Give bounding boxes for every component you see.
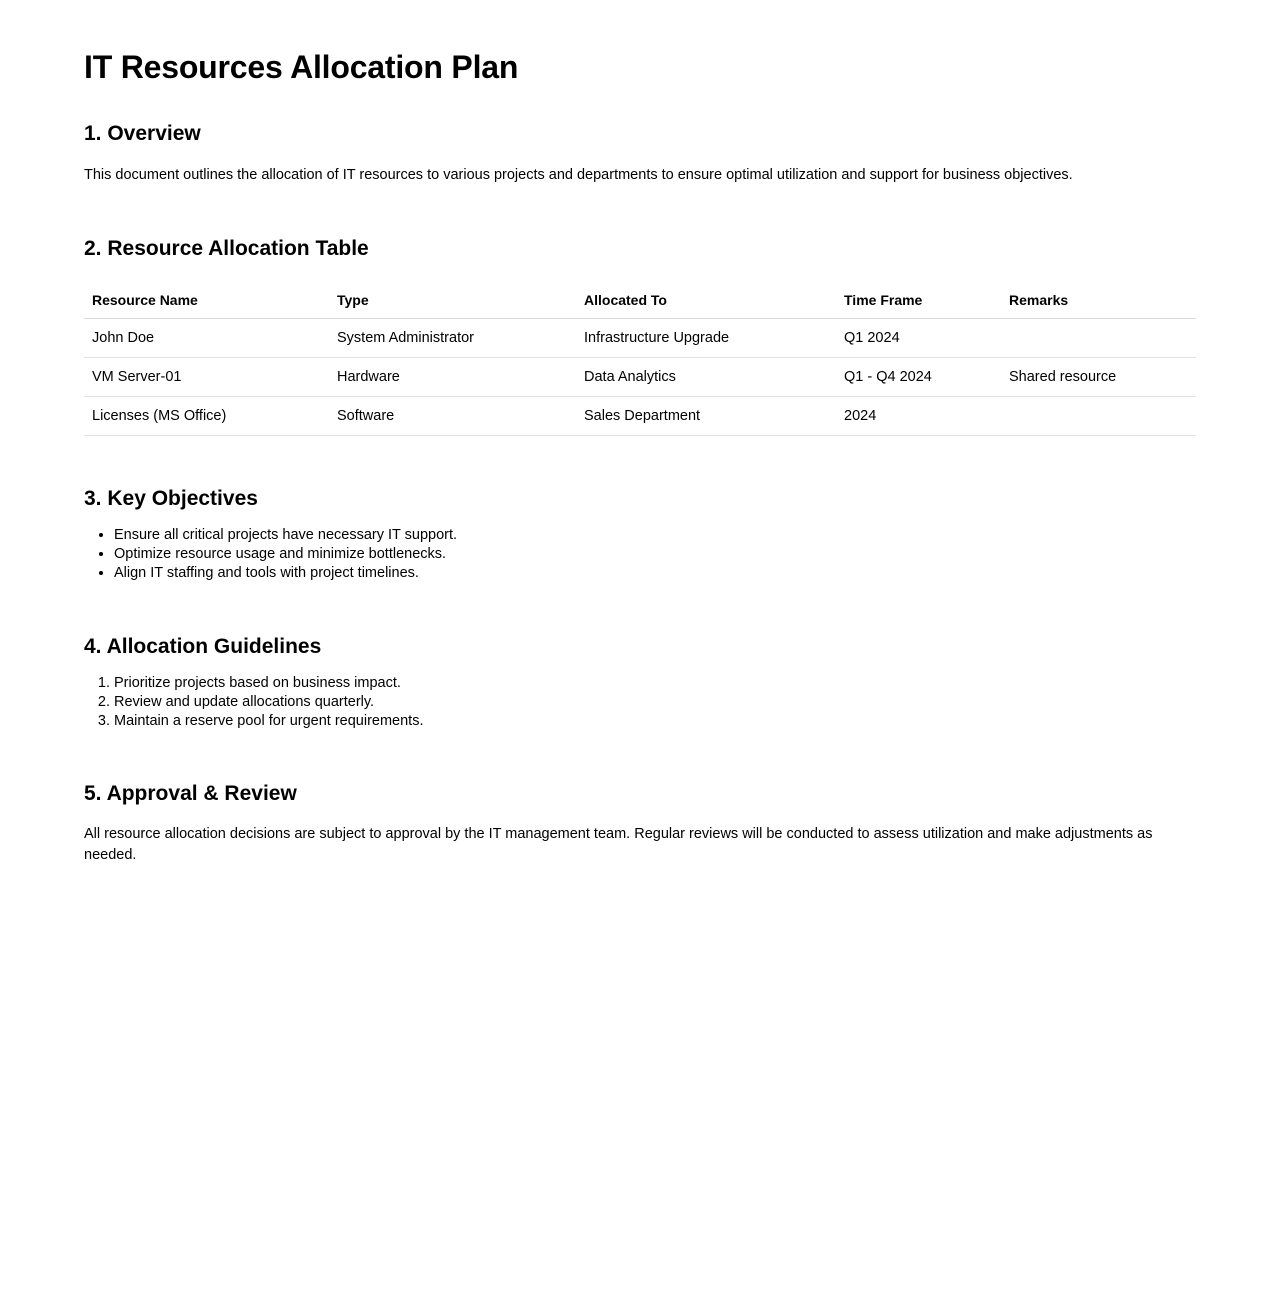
key-objectives-list	[84, 512, 1196, 583]
cell-type: Software	[329, 396, 576, 435]
section-heading-overview: 1. Overview	[84, 122, 201, 146]
column-header-remarks: Remarks	[1001, 286, 1196, 319]
list-item: 2. Review and update allocations quarterly.	[114, 693, 1196, 712]
cell-remarks	[1001, 396, 1196, 435]
cell-allocated-to: Data Analytics	[576, 357, 836, 396]
section-heading-approval-review: 5. Approval & Review	[84, 782, 297, 806]
resource-allocation-table	[84, 286, 1196, 436]
approval-review-paragraph: All resource allocation decisions are subject to approval by the IT management team. Regular reviews will be conducted to assess utilization and make adjustments as needed.	[84, 826, 1153, 864]
section-overview	[84, 86, 1196, 185]
table-row	[84, 318, 1196, 357]
overview-paragraph: This document outlines the allocation of IT resources to various projects and departments to ensure optimal utilization and support for business objectives.	[84, 166, 1073, 183]
cell-type: Hardware	[329, 357, 576, 396]
list-item: 3. Maintain a reserve pool for urgent requirements.	[114, 712, 1196, 731]
table-row	[84, 396, 1196, 435]
cell-resource-name: VM Server-01	[84, 357, 329, 396]
section-heading-key-objectives: 3. Key Objectives	[84, 486, 258, 510]
cell-time-frame: Q1 2024	[836, 318, 1001, 357]
section-heading-allocation-guidelines: 4. Allocation Guidelines	[84, 634, 322, 658]
column-header-resource-name: Resource Name	[84, 286, 329, 319]
section-allocation-guidelines	[84, 584, 1196, 732]
table-row	[84, 357, 1196, 396]
section-approval-review	[84, 731, 1196, 866]
cell-remarks	[1001, 318, 1196, 357]
cell-allocated-to: Sales Department	[576, 396, 836, 435]
cell-type: System Administrator	[329, 318, 576, 357]
cell-allocated-to: Infrastructure Upgrade	[576, 318, 836, 357]
section-key-objectives	[84, 436, 1196, 584]
page-title: IT Resources Allocation Plan	[84, 49, 519, 85]
cell-resource-name: Licenses (MS Office)	[84, 396, 329, 435]
column-header-type: Type	[329, 286, 576, 319]
cell-time-frame: 2024	[836, 396, 1001, 435]
section-heading-resource-table: 2. Resource Allocation Table	[84, 236, 369, 260]
column-header-allocated-to: Allocated To	[576, 286, 836, 319]
list-item: • Align IT staffing and tools with project timelines.	[114, 564, 1196, 583]
list-item: • Ensure all critical projects have necessary IT support.	[114, 526, 1196, 545]
table-header-row	[84, 286, 1196, 319]
allocation-guidelines-list	[84, 660, 1196, 731]
cell-resource-name: John Doe	[84, 318, 329, 357]
cell-time-frame: Q1 - Q4 2024	[836, 357, 1001, 396]
list-item: 1. Prioritize projects based on business impact.	[114, 674, 1196, 693]
section-resource-allocation-table	[84, 186, 1196, 436]
column-header-time-frame: Time Frame	[836, 286, 1001, 319]
cell-remarks: Shared resource	[1001, 357, 1196, 396]
list-item: • Optimize resource usage and minimize bottlenecks.	[114, 545, 1196, 564]
